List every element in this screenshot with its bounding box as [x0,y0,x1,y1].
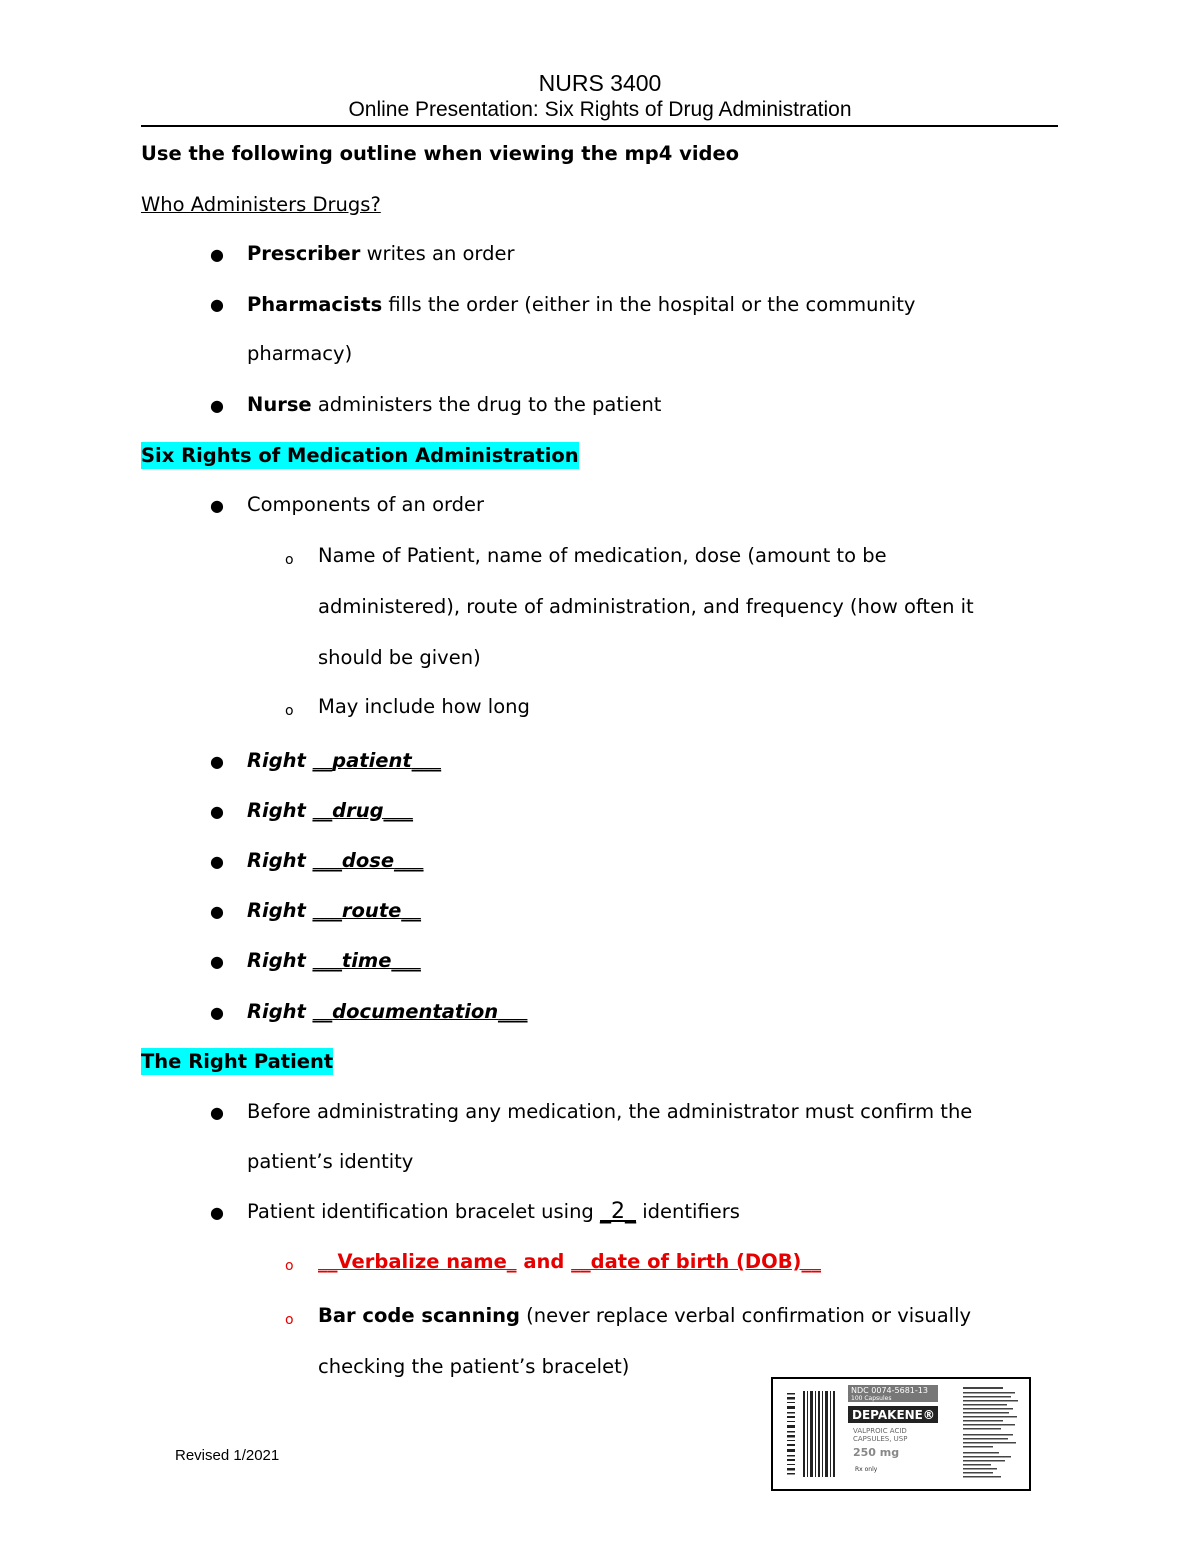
component-duration: May include how long [318,695,530,718]
bullet: ● [210,295,224,314]
who-heading: Who Administers Drugs? [141,193,381,216]
drug-label-image [771,1377,1031,1491]
drug-label-graphic [773,1379,1029,1489]
bullet: ● [210,1203,224,1222]
who-item-nurse: Nurse administers the drug to the patient [247,393,662,416]
bullet: ● [210,952,224,971]
bracelet-item: Patient identification bracelet using _2_ identifiers [247,1199,740,1224]
generic-line1: VALPROIC ACID [853,1427,907,1435]
sub-bullet: o [285,1258,294,1274]
who-item-prescriber: Prescriber writes an order [247,242,515,265]
header-rule [141,125,1058,127]
right-route: Right ___route__ [247,899,421,922]
identity-item-l2: patient’s identity [247,1150,414,1173]
identifiers-answer: __Verbalize name_ and __date of birth (DOB)__ [318,1250,821,1273]
sub-bullet: o [285,552,294,568]
count-text: 100 Capsules [851,1395,892,1402]
barcode-item-l1: Bar code scanning (never replace verbal confirmation or visually [318,1304,972,1327]
sub-bullet: o [285,703,294,719]
who-item-pharmacists: Pharmacists fills the order (either in the hospital or the community [247,293,916,316]
bullet: ● [210,852,224,871]
barcode-item-l2: checking the patient’s bracelet) [318,1355,630,1378]
six-rights-heading: Six Rights of Medication Administration [141,444,579,467]
brand-text: DEPAKENE® [852,1408,935,1422]
right-drug: Right __drug___ [247,799,413,822]
barcode-graphic [787,1391,835,1477]
component-detail-l1: Name of Patient, name of medication, dose (amount to be [318,544,887,567]
course-title: NURS 3400 [538,70,662,96]
right-patient-heading: The Right Patient [141,1050,334,1073]
right-dose: Right ___dose___ [247,849,424,872]
component-detail-l2: administered), route of administration, and frequency (how often it [318,595,974,618]
strength-text: 250 mg [853,1446,900,1459]
ndc-text: NDC 0074-5681-13 [851,1386,928,1395]
generic-line2: CAPSULES, USP [853,1435,908,1443]
bullet: ● [210,902,224,921]
bullet: ● [210,1003,224,1022]
bullet: ● [210,802,224,821]
components-item: Components of an order [247,493,485,516]
rx-text: Rx only [855,1466,878,1473]
component-detail-l3: should be given) [318,646,481,669]
revision-footer: Revised 1/2021 [175,1447,280,1464]
bullet: ● [210,245,224,264]
right-documentation: Right __documentation___ [247,1000,528,1023]
right-patient: Right __patient___ [247,749,441,772]
right-time: Right ___time___ [247,949,421,972]
bullet: ● [210,1103,224,1122]
bullet: ● [210,496,224,515]
bullet: ● [210,396,224,415]
fine-print-graphic [963,1387,1018,1478]
document-subtitle: Online Presentation: Six Rights of Drug Administration [348,98,852,121]
sub-bullet: o [285,1312,294,1328]
bullet: ● [210,752,224,771]
identity-item-l1: Before administrating any medication, the administrator must confirm the [247,1100,973,1123]
intro-heading: Use the following outline when viewing the mp4 video [141,142,740,165]
who-item-pharmacists-cont: pharmacy) [247,342,353,365]
